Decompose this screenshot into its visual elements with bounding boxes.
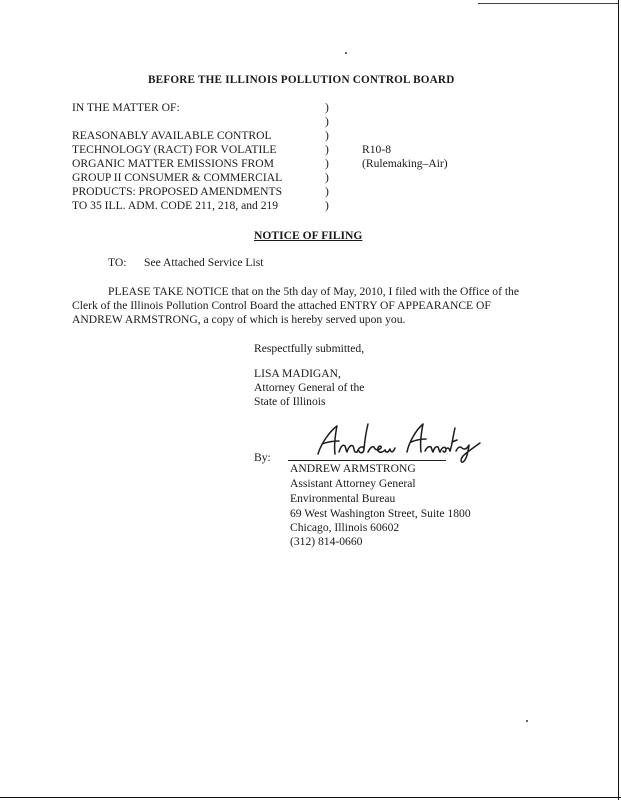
scan-speck	[526, 720, 528, 722]
caption-paren: )	[325, 115, 329, 128]
signer-block-line: (312) 814-0660	[290, 535, 363, 548]
respectfully-submitted: Respectfully submitted,	[254, 342, 365, 355]
matter-line: PRODUCTS: PROPOSED AMENDMENTS	[72, 185, 283, 198]
scan-edge-bottom	[0, 797, 621, 798]
matter-heading: IN THE MATTER OF:	[72, 101, 180, 114]
signer-block-line: Environmental Bureau	[290, 492, 396, 505]
caption-paren: )	[325, 199, 329, 212]
handwritten-signature	[315, 418, 490, 464]
case-number: R10-8	[362, 143, 391, 156]
scan-speck	[345, 52, 347, 54]
matter-line: TO 35 ILL. ADM. CODE 211, 218, and 219	[72, 199, 279, 212]
caption-paren: )	[325, 171, 329, 184]
caption-paren: )	[325, 143, 329, 156]
case-type: (Rulemaking–Air)	[362, 157, 448, 170]
caption-paren: )	[325, 185, 329, 198]
matter-line: TECHNOLOGY (RACT) FOR VOLATILE	[72, 143, 277, 156]
page-caption: BEFORE THE ILLINOIS POLLUTION CONTROL BOARD	[148, 74, 455, 86]
signature-line	[288, 460, 446, 461]
notice-body-line: ANDREW ARMSTRONG, a copy of which is hereby served upon you.	[72, 313, 406, 326]
caption-paren: )	[325, 129, 329, 142]
notice-body-line: Clerk of the Illinois Pollution Control Board the attached ENTRY OF APPEARANCE OF	[72, 299, 491, 312]
matter-line: REASONABLY AVAILABLE CONTROL	[72, 129, 272, 142]
by-label: By:	[254, 451, 271, 464]
notice-title: NOTICE OF FILING	[254, 229, 363, 242]
matter-line: ORGANIC MATTER EMISSIONS FROM	[72, 157, 274, 170]
signer-block-line: Assistant Attorney General	[290, 477, 416, 490]
caption-paren: )	[325, 157, 329, 170]
scan-edge-right	[618, 0, 619, 800]
closing-line: State of Illinois	[254, 395, 326, 408]
to-label: TO:	[108, 256, 127, 269]
signer-block-line: ANDREW ARMSTRONG	[290, 462, 416, 475]
caption-paren: )	[325, 101, 329, 114]
signer-block-line: Chicago, Illinois 60602	[290, 521, 400, 534]
scan-edge-top	[478, 3, 618, 4]
notice-body-line: PLEASE TAKE NOTICE that on the 5th day of May, 2010, I filed with the Office of the	[108, 285, 519, 298]
closing-line: LISA MADIGAN,	[254, 367, 341, 380]
signer-block-line: 69 West Washington Street, Suite 1800	[290, 507, 471, 520]
matter-line: GROUP II CONSUMER & COMMERCIAL	[72, 171, 283, 184]
to-value: See Attached Service List	[144, 256, 264, 269]
closing-line: Attorney General of the	[254, 381, 365, 394]
